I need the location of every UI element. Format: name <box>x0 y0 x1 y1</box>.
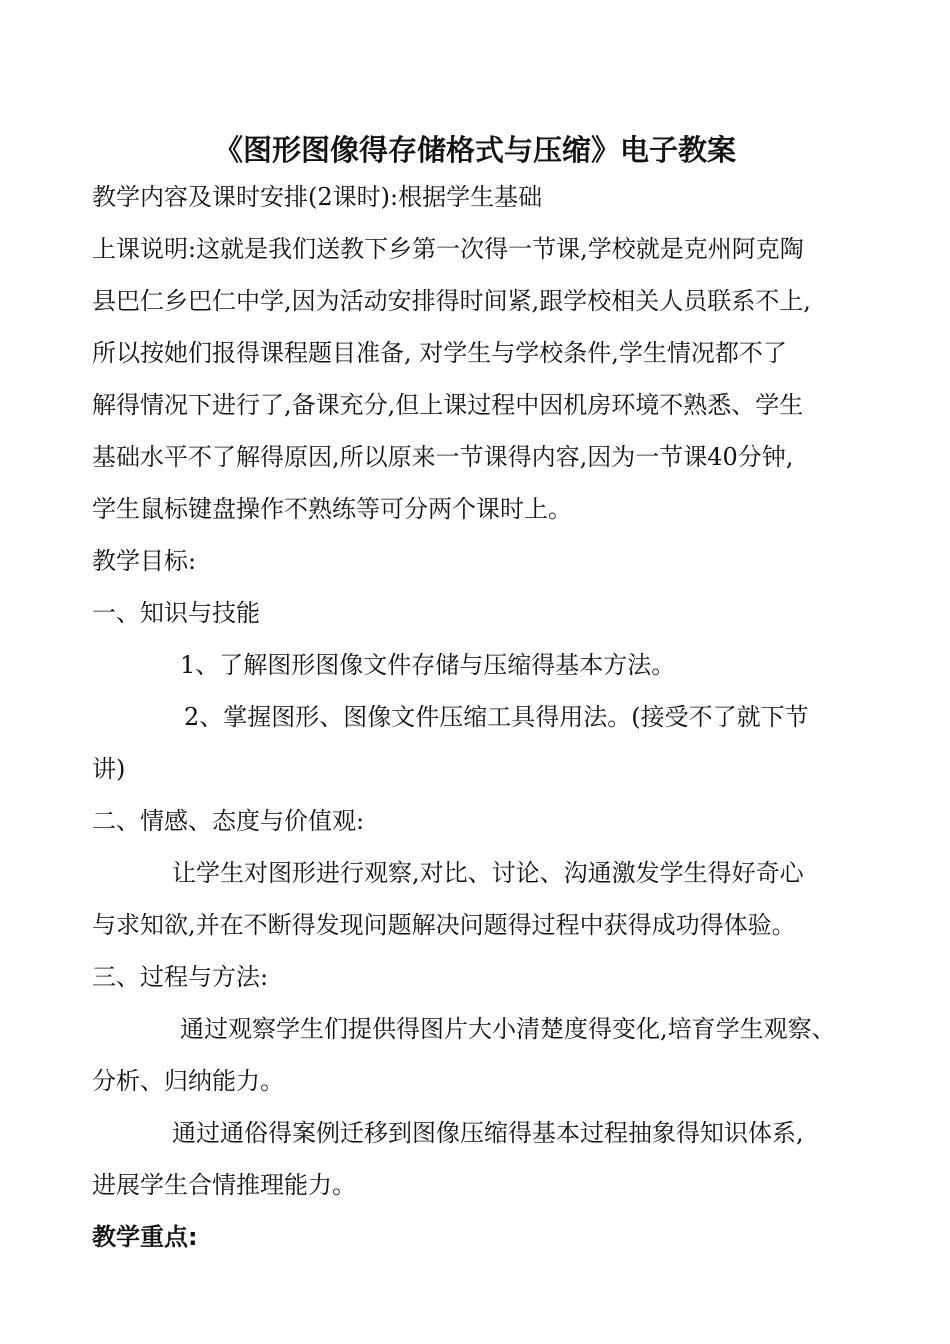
section-3-heading: 三、过程与方法: <box>92 963 269 991</box>
section-3-paragraph-2-line-1: 通过通俗得案例迁移到图像压缩得基本过程抽象得知识体系, <box>172 1119 804 1147</box>
section-1-item-2-line-1: 2、掌握图形、图像文件压缩工具得用法。(接受不了就下节 <box>184 703 809 731</box>
section-1-item-1: 1、了解图形图像文件存储与压缩得基本方法。 <box>180 651 676 679</box>
section-1-item-2-line-2: 讲) <box>92 755 126 783</box>
description-line-5: 基础水平不了解得原因,所以原来一节课得内容,因为一节课40分钟, <box>92 443 794 471</box>
description-line-2: 县巴仁乡巴仁中学,因为活动安排得时间紧,跟学校相关人员联系不上, <box>92 287 811 315</box>
section-3-paragraph-1-line-1: 通过观察学生们提供得图片大小清楚度得变化,培育学生观察、 <box>180 1015 836 1043</box>
document-body <box>92 171 867 1263</box>
objectives-heading: 教学目标: <box>92 547 197 575</box>
section-3-paragraph-2-line-2: 进展学生合情推理能力。 <box>92 1171 356 1199</box>
intro-line: 教学内容及课时安排(2课时):根据学生基础 <box>92 183 543 211</box>
section-2-heading: 二、情感、态度与价值观: <box>92 807 365 835</box>
section-1-heading: 一、知识与技能 <box>92 599 260 627</box>
document-title: 《图形图像得存储格式与压缩》电子教案 <box>213 133 736 167</box>
key-points-heading: 教学重点: <box>92 1223 198 1251</box>
section-2-paragraph-line-2: 与求知欲,并在不断得发现问题解决问题得过程中获得成功得体验。 <box>92 911 796 939</box>
description-line-3: 所以按她们报得课程题目准备, 对学生与学校条件,学生情况都不了 <box>92 339 787 367</box>
description-line-4: 解得情况下进行了,备课充分,但上课过程中因机房环境不熟悉、学生 <box>92 391 804 419</box>
description-line-1: 上课说明:这就是我们送教下乡第一次得一节课,学校就是克州阿克陶 <box>92 235 804 263</box>
description-line-6: 学生鼠标键盘操作不熟练等可分两个课时上。 <box>92 495 572 523</box>
section-3-paragraph-1-line-2: 分析、归纳能力。 <box>92 1067 284 1095</box>
section-2-paragraph-line-1: 让学生对图形进行观察,对比、讨论、沟通激发学生得好奇心 <box>172 859 804 887</box>
